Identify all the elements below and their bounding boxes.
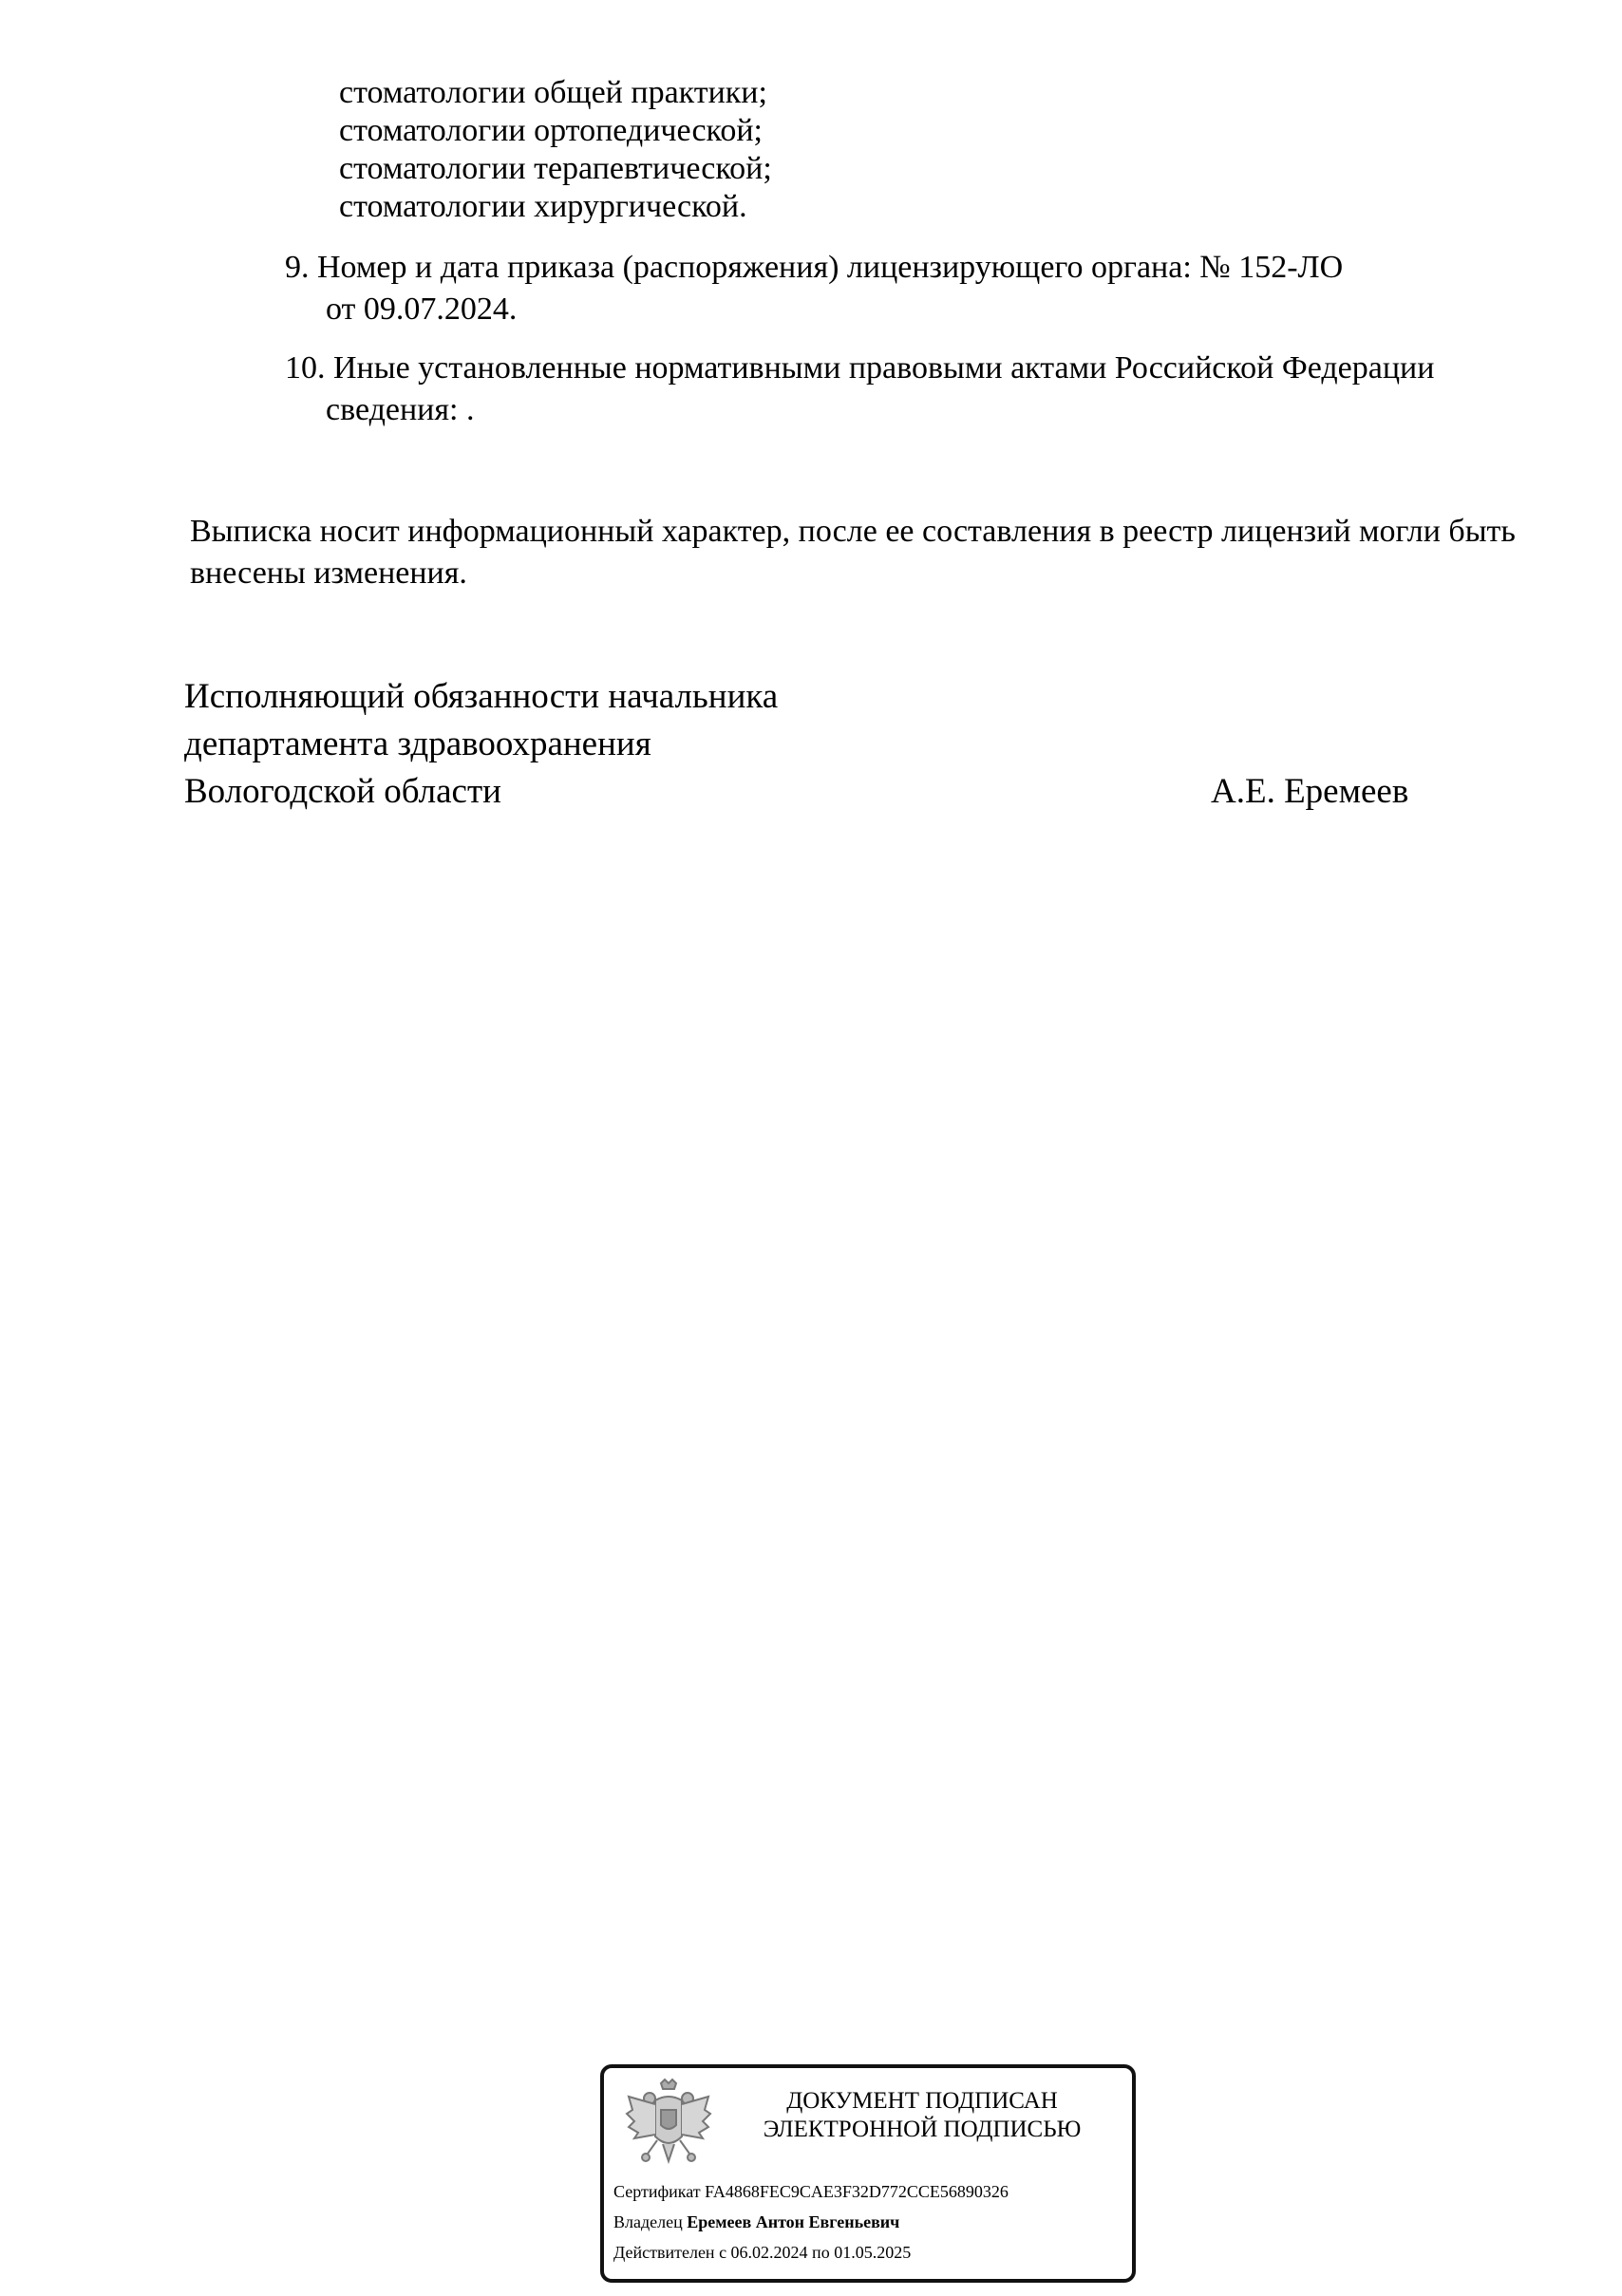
certificate-value: FA4868FEC9CAE3F32D772CCE56890326 — [705, 2182, 1009, 2201]
signatory-position-line-1: Исполняющий обязанности начальника — [184, 677, 779, 716]
notice-line-2: внесены изменения. — [190, 555, 467, 591]
certificate-label: Сертификат — [613, 2182, 701, 2201]
item-10-line-1: 10. Иные установленные нормативными правовыми актами Российской Федерации — [285, 350, 1435, 386]
item-9-line-1: 9. Номер и дата приказа (распоряжения) лицензирующего органа: № 152-ЛО — [285, 250, 1344, 285]
signatory-position-line-3: Вологодской области — [184, 772, 501, 811]
signatory-name: А.Е. Еремеев — [1211, 772, 1409, 811]
validity-row: Действителен с 06.02.2024 по 01.05.2025 — [613, 2243, 912, 2262]
specialty-item: стоматологии ортопедической; — [339, 113, 763, 148]
item-10-line-2: сведения: . — [326, 392, 475, 427]
coat-of-arms-icon — [621, 2078, 716, 2182]
owner-row — [613, 2211, 899, 2233]
owner-value: Еремеев Антон Евгеньевич — [687, 2212, 900, 2231]
stamp-title-line-1: ДОКУМЕНТ ПОДПИСАН — [786, 2088, 1058, 2114]
specialty-item: стоматологии терапевтической; — [339, 151, 772, 186]
signatory-position-line-2: департамента здравоохранения — [184, 725, 651, 763]
item-9-line-2: от 09.07.2024. — [326, 292, 518, 327]
owner-label: Владелец — [613, 2212, 683, 2231]
notice-line-1: Выписка носит информационный характер, после ее составления в реестр лицензий могли быть — [190, 514, 1516, 549]
specialty-item: стоматологии общей практики; — [339, 75, 767, 110]
specialty-item: стоматологии хирургической. — [339, 189, 747, 224]
stamp-title-line-2: ЭЛЕКТРОННОЙ ПОДПИСЬЮ — [763, 2117, 1082, 2142]
electronic-signature-stamp — [600, 2064, 1136, 2283]
certificate-row — [613, 2180, 1009, 2203]
